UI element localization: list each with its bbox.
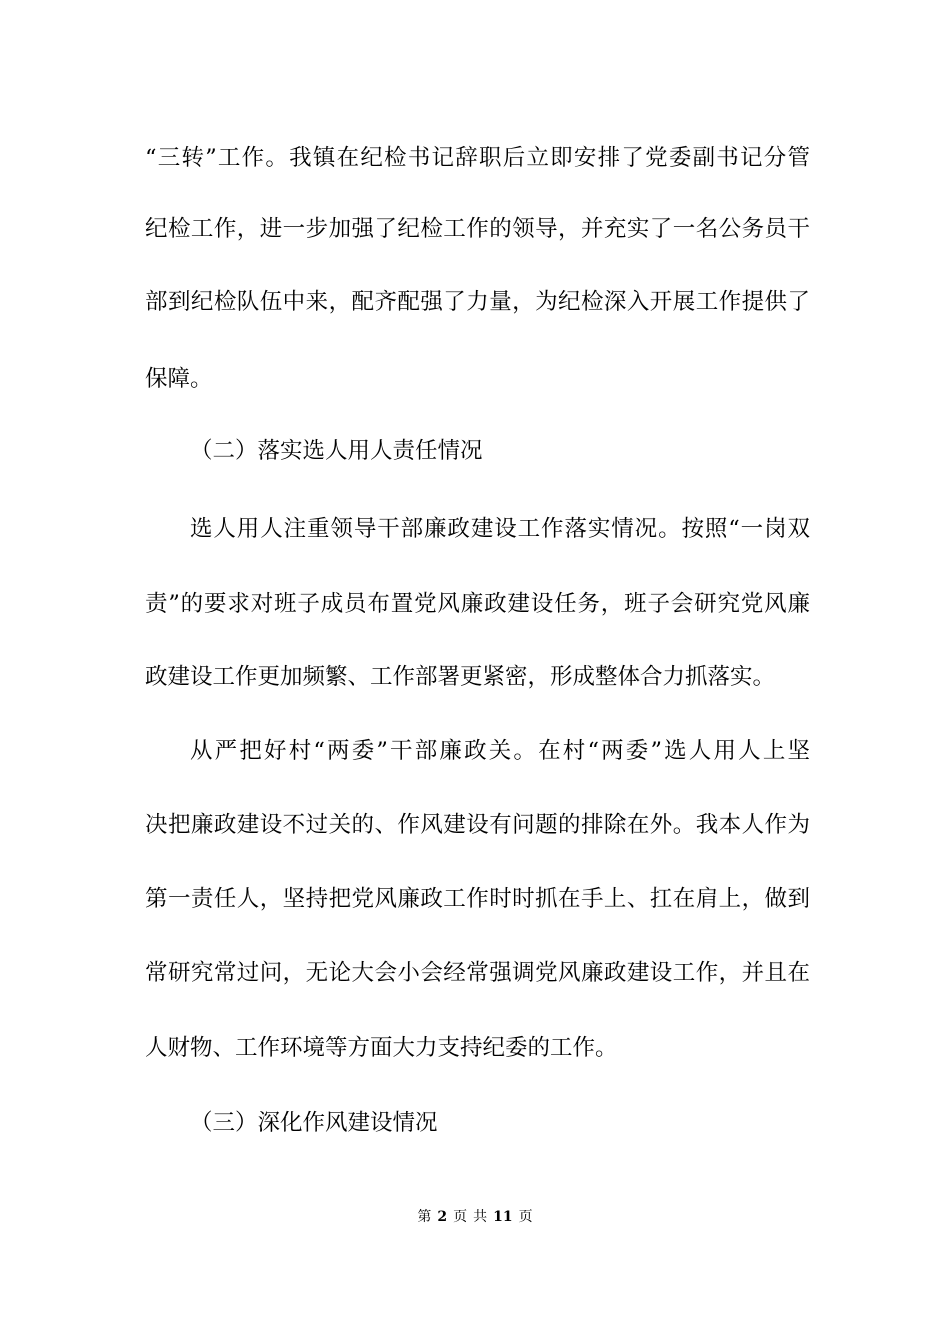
paragraph-line: 第一责任人，坚持把党风廉政工作时时抓在手上、扛在肩上，做到	[145, 886, 810, 912]
footer-total-pages: 11	[493, 1209, 513, 1225]
footer-suffix: 页	[518, 1209, 533, 1225]
footer-page-word: 页	[453, 1209, 468, 1225]
paragraph-line: 常研究常过问，无论大会小会经常强调党风廉政建设工作，并且在	[145, 960, 810, 986]
paragraph-line: 人财物、工作环境等方面大力支持纪委的工作。	[145, 1035, 618, 1061]
paragraph-line: 从严把好村“两委”干部廉政关。在村“两委”选人用人上坚	[190, 738, 810, 764]
paragraph-line: 保障。	[145, 366, 213, 392]
paragraph-line: 纪检工作，进一步加强了纪检工作的领导，并充实了一名公务员干	[145, 216, 810, 242]
section-heading: （三）深化作风建设情况	[190, 1110, 438, 1136]
paragraph-line: 部到纪检队伍中来，配齐配强了力量，为纪检深入开展工作提供了	[145, 289, 810, 315]
paragraph-line: 责”的要求对班子成员布置党风廉政建设任务，班子会研究党风廉	[145, 591, 810, 617]
page-number-footer	[0, 1208, 950, 1226]
paragraph-line: “三转”工作。我镇在纪检书记辞职后立即安排了党委副书记分管	[145, 145, 810, 171]
paragraph-line: 选人用人注重领导干部廉政建设工作落实情况。按照“一岗双	[190, 516, 810, 542]
footer-prefix: 第	[417, 1209, 432, 1225]
paragraph-line: 政建设工作更加频繁、工作部署更紧密，形成整体合力抓落实。	[145, 664, 776, 690]
section-heading: （二）落实选人用人责任情况	[190, 438, 483, 464]
paragraph-line: 决把廉政建设不过关的、作风建设有问题的排除在外。我本人作为	[145, 812, 810, 838]
footer-current-page: 2	[437, 1209, 448, 1225]
footer-total-word: 共	[473, 1209, 488, 1225]
